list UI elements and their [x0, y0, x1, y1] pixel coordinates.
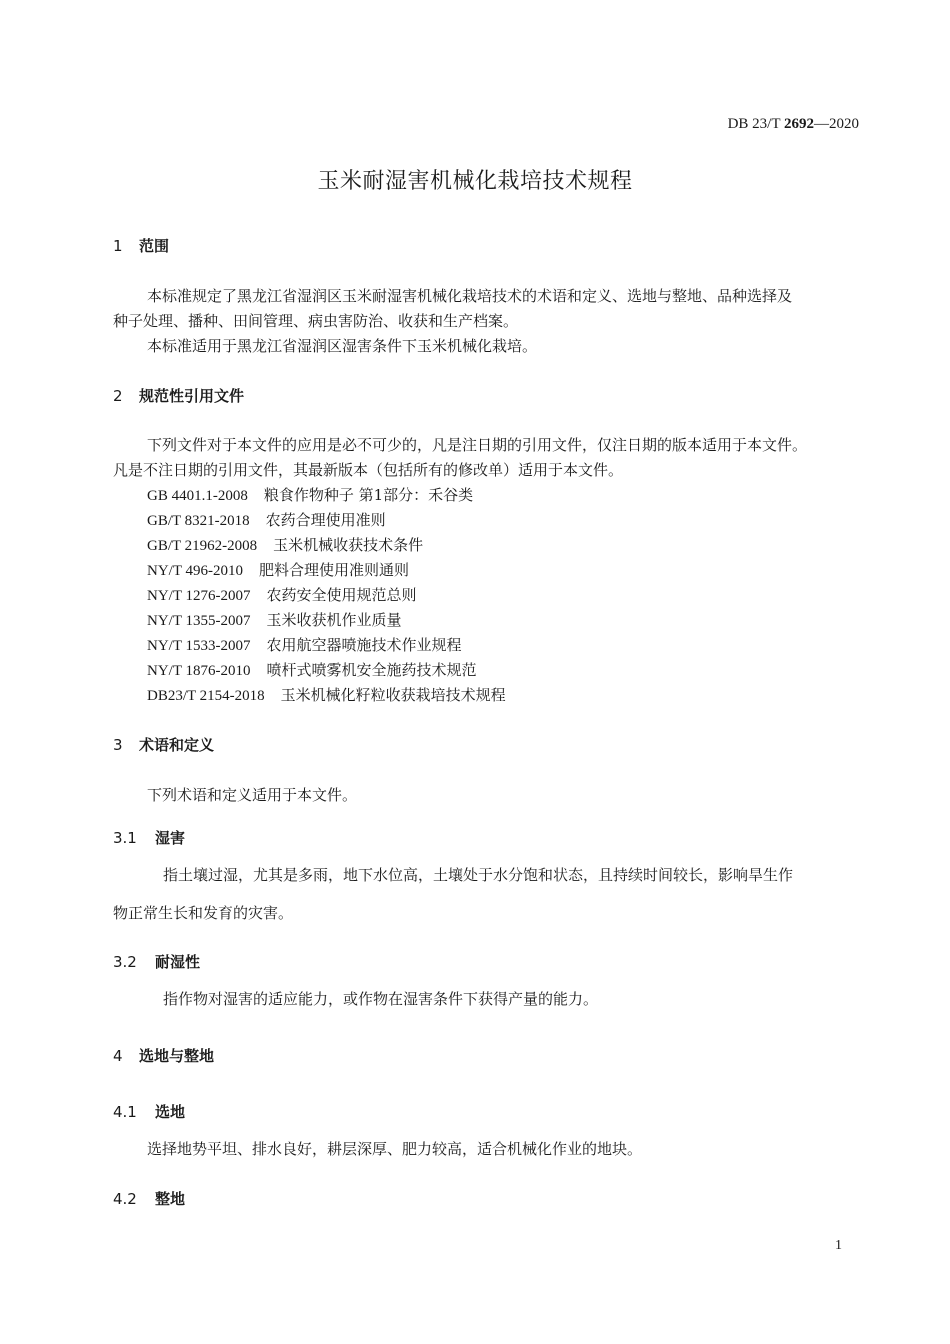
reference-name: 农用航空器喷施技术作业规程 — [266, 636, 462, 654]
section-3-1-heading — [113, 827, 185, 848]
reference-name: 喷杆式喷雾机安全施药技术规范 — [266, 661, 477, 679]
section-title: 选地与整地 — [139, 1047, 215, 1065]
reference-code: GB 4401.1-2008 — [147, 488, 248, 504]
document-title: 玉米耐湿害机械化栽培技术规程 — [317, 169, 633, 194]
reference-code: NY/T 1533-2007 — [147, 638, 251, 654]
paragraph: 选择地势平坦、排水良好，耕层深厚、肥力较高，适合机械化作业的地块。 — [147, 1140, 643, 1158]
section-number: 1 — [113, 237, 123, 255]
section-title: 整地 — [155, 1190, 186, 1208]
reference-name: 玉米机械收获技术条件 — [273, 536, 424, 554]
paragraph: 下列文件对于本文件的应用是必不可少的，凡是注日期的引用文件，仅注日期的版本适用于本文件。 — [147, 436, 808, 454]
reference-item — [147, 484, 473, 505]
paragraph: 本标准规定了黑龙江省湿润区玉米耐湿害机械化栽培技术的术语和定义、选地与整地、品种选择及 — [147, 287, 793, 305]
reference-name: 农药合理使用准则 — [265, 511, 386, 529]
section-2-heading — [113, 385, 244, 406]
section-number: 4 — [113, 1047, 123, 1065]
reference-item — [147, 634, 462, 655]
reference-name: 农药安全使用规范总则 — [266, 586, 417, 604]
paragraph: 种子处理、播种、田间管理、病虫害防治、收获和生产档案。 — [113, 312, 519, 330]
reference-item — [147, 534, 423, 555]
section-title: 选地 — [155, 1103, 186, 1121]
reference-item — [147, 659, 477, 680]
section-3-heading — [113, 734, 214, 755]
section-number: 3.2 — [113, 953, 137, 971]
reference-code: GB/T 8321-2018 — [147, 513, 250, 529]
definition-text: 指土壤过湿，尤其是多雨，地下水位高，土壤处于水分饱和状态，且持续时间较长，影响旱生作 — [163, 866, 794, 884]
reference-code: NY/T 1276-2007 — [147, 588, 251, 604]
std-number: 2692 — [784, 116, 814, 132]
definition-text: 物正常生长和发育的灾害。 — [113, 904, 294, 922]
reference-name: 粮食作物种子 第1部分：禾谷类 — [263, 486, 474, 504]
reference-code: NY/T 1876-2010 — [147, 663, 251, 679]
section-1-heading — [113, 235, 169, 256]
section-3-2-heading — [113, 951, 200, 972]
section-number: 3 — [113, 736, 123, 754]
reference-code: NY/T 1355-2007 — [147, 613, 251, 629]
paragraph: 本标准适用于黑龙江省湿润区湿害条件下玉米机械化栽培。 — [147, 337, 538, 355]
section-4-1-heading — [113, 1101, 185, 1122]
reference-item — [147, 584, 417, 605]
section-4-heading — [113, 1045, 214, 1066]
reference-name: 肥料合理使用准则通则 — [258, 561, 409, 579]
section-4-2-heading — [113, 1188, 185, 1209]
reference-item — [147, 559, 409, 580]
section-title: 规范性引用文件 — [139, 387, 245, 405]
reference-code: GB/T 21962-2008 — [147, 538, 258, 554]
section-title: 耐湿性 — [155, 953, 201, 971]
page-number: 1 — [835, 1238, 842, 1253]
reference-name: 玉米机械化籽粒收获栽培技术规程 — [280, 686, 506, 704]
section-number: 4.1 — [113, 1103, 137, 1121]
section-title: 术语和定义 — [139, 736, 215, 754]
reference-name: 玉米收获机作业质量 — [266, 611, 402, 629]
reference-item — [147, 509, 386, 530]
reference-item — [147, 684, 506, 705]
section-number: 2 — [113, 387, 123, 405]
section-title: 湿害 — [155, 829, 186, 847]
paragraph: 下列术语和定义适用于本文件。 — [147, 786, 358, 804]
std-suffix: —2020 — [814, 116, 859, 132]
standard-code — [728, 116, 859, 133]
section-number: 4.2 — [113, 1190, 137, 1208]
paragraph: 凡是不注日期的引用文件，其最新版本（包括所有的修改单）适用于本文件。 — [113, 461, 624, 479]
std-prefix: DB 23/T — [727, 116, 784, 132]
reference-item — [147, 609, 402, 630]
section-number: 3.1 — [113, 829, 137, 847]
reference-code: DB23/T 2154-2018 — [147, 688, 265, 704]
section-title: 范围 — [139, 237, 170, 255]
definition-text: 指作物对湿害的适应能力，或作物在湿害条件下获得产量的能力。 — [163, 990, 599, 1008]
reference-code: NY/T 496-2010 — [147, 563, 243, 579]
